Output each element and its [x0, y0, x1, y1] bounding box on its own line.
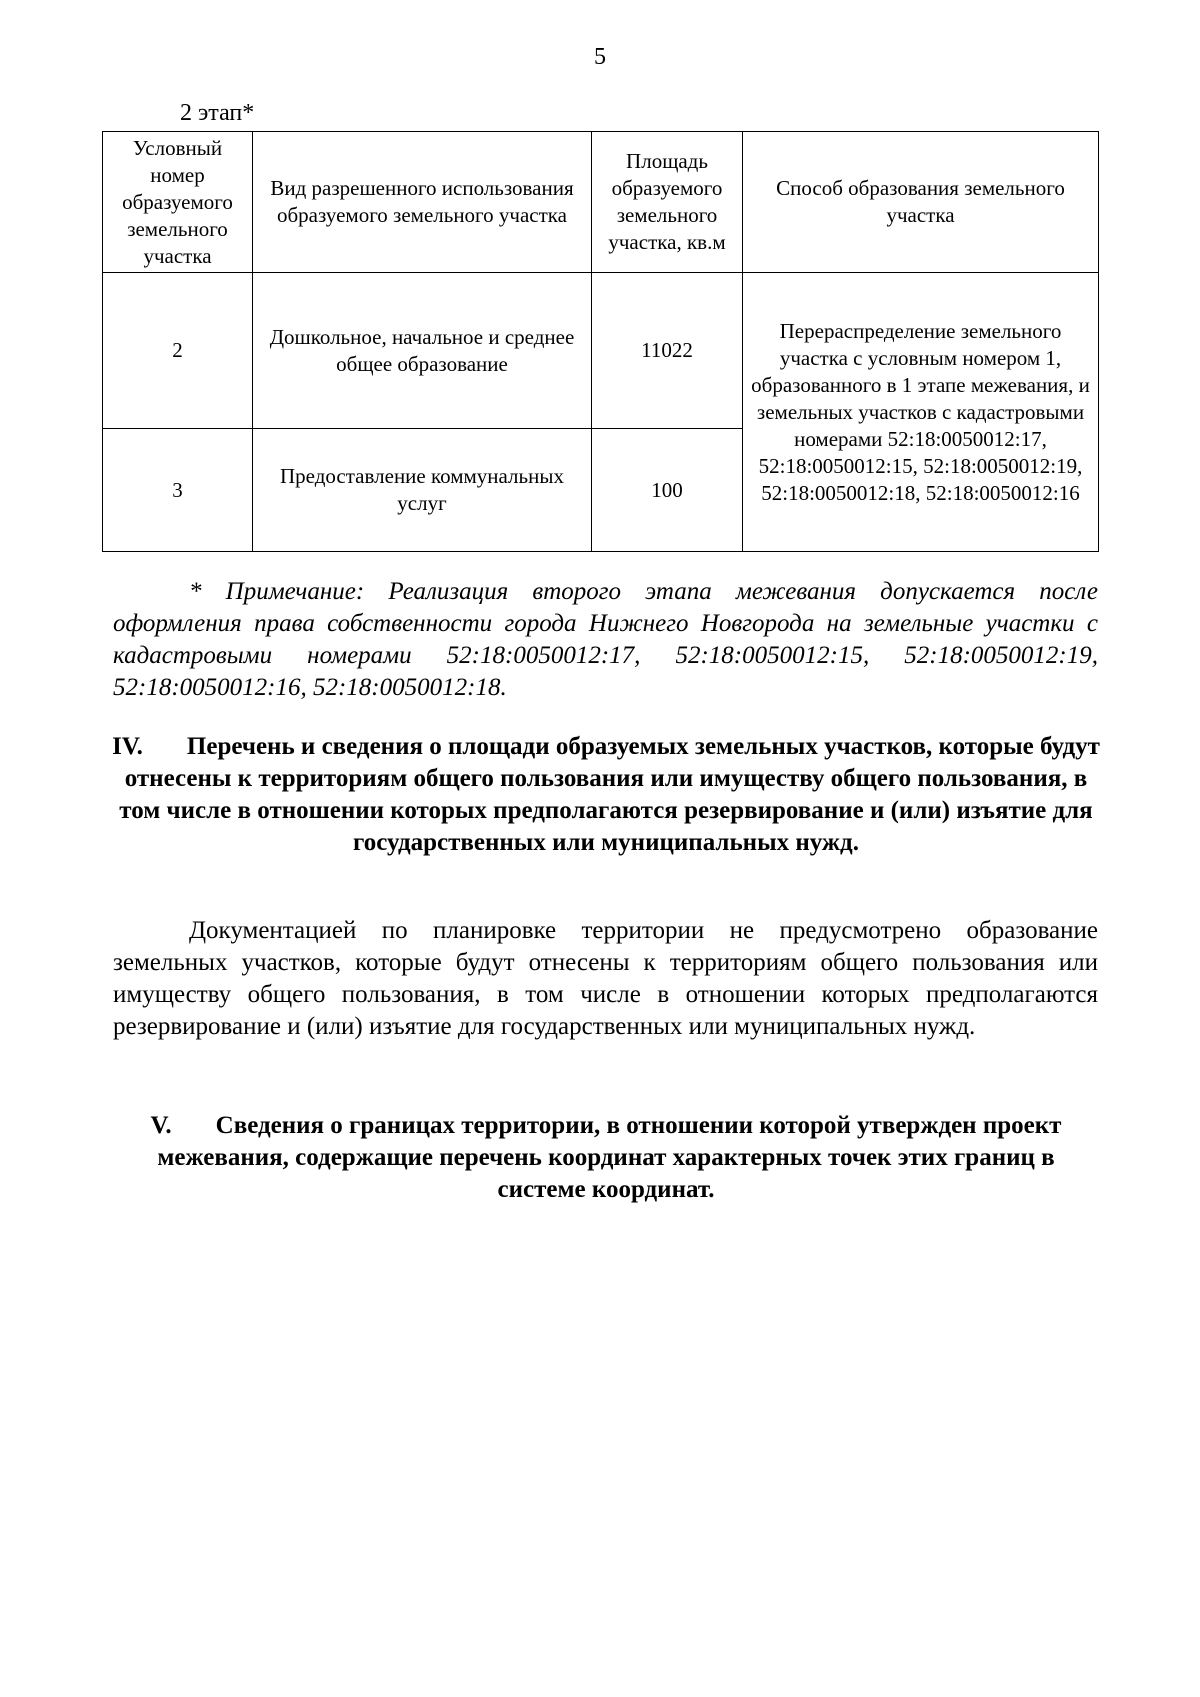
- cell-area: 11022: [592, 273, 743, 429]
- parcels-table: [102, 131, 1099, 552]
- cell-number: 3: [103, 429, 253, 552]
- footnote: * Примечание: Реализация второго этапа межевания допускается после оформления права собственности города Нижнего Новгорода на земельные участки с кадастровыми номерами 52:18:0050012:17, 52:18:0050012:15, 52:18:0050012:19, 52:18:0050012:16, 52:18:0050012:18.: [113, 578, 1098, 701]
- table-header-row: [103, 132, 1099, 273]
- cell-area: 100: [592, 429, 743, 552]
- cell-use: Предоставление коммунальных услуг: [253, 429, 592, 552]
- cell-use: Дошкольное, начальное и среднее общее образование: [253, 273, 592, 429]
- section-v-number: V.: [150, 1112, 172, 1139]
- stage-label: 2 этап*: [180, 100, 255, 126]
- header-use: Вид разрешенного использования образуемого земельного участка: [253, 132, 592, 273]
- cell-method: Перераспределение земельного участка с условным номером 1, образованного в 1 этапе межевания, и земельных участков с кадастровыми номерами 52:18:0050012:17, 52:18:0050012:15, 52:18:0050012:19, 52:18:0050012:18, 52:18:0050012:16: [743, 273, 1099, 552]
- section-iv-number: IV.: [112, 733, 143, 760]
- header-number: Условный номер образуемого земельного участка: [103, 132, 253, 273]
- header-area: Площадь образуемого земельного участка, кв.м: [592, 132, 743, 273]
- section-v-title: Сведения о границах территории, в отношении которой утвержден проект межевания, содержащие перечень координат характерных точек этих границ в системе координат.: [157, 1112, 1062, 1203]
- section-iv-paragraph: Документацией по планировке территории не предусмотрено образование земельных участков, которые будут отнесены к территориям общего пользования или имуществу общего пользования, в том числе в отношении которых предполагаются резервирование и (или) изъятие для государственных или муниципальных нужд.: [113, 917, 1098, 1040]
- cell-number: 2: [103, 273, 253, 429]
- header-method: Способ образования земельного участка: [743, 132, 1099, 273]
- section-iv-heading: [112, 731, 1100, 859]
- table-row: [103, 273, 1099, 429]
- page-number: 5: [594, 44, 606, 70]
- section-v-heading: [112, 1110, 1100, 1206]
- section-iv-title: Перечень и сведения о площади образуемых земельных участков, которые будут отнесены к территориям общего пользования или имуществу общего пользования, в том числе в отношении которых предполагаются резервирование и (или) изъятие для государственных или муниципальных нужд.: [119, 733, 1100, 856]
